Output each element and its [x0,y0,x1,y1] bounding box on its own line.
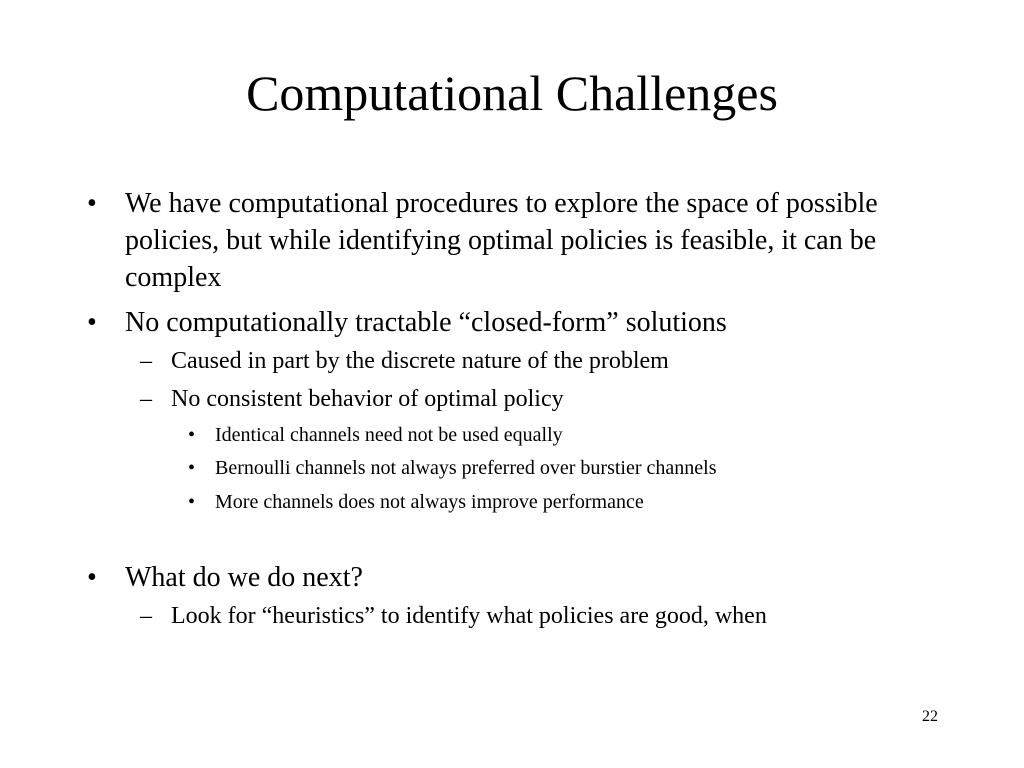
bullet-text: What do we do next? [125,562,363,593]
bullet-marker: • [188,491,196,513]
sub-sub-bullet-item [188,489,975,515]
sub-bullet-item [140,601,951,632]
bullet-text: Look for “heuristics” to identify what policies are good, when [171,603,767,629]
bullet-text: No consistent behavior of optimal policy [171,386,564,412]
bullet-marker: • [87,188,97,219]
bullet-marker: – [140,348,152,374]
bullet-text: More channels does not always improve performance [215,491,644,513]
bullet-item [87,185,945,296]
page-number: 22 [922,708,938,725]
bullet-text: Caused in part by the discrete nature of the problem [171,348,669,374]
bullet-marker: • [188,424,196,446]
bullet-marker: • [87,562,97,593]
bullet-item [87,559,945,596]
slide-title: Computational Challenges [246,65,778,121]
bullet-marker: • [188,457,196,479]
bullet-marker: – [140,603,152,629]
bullet-text: Identical channels need not be used equally [215,424,563,446]
bullet-item [87,304,945,341]
bullet-marker: • [87,307,97,338]
bullet-text: We have computational procedures to explore the space of possible policies, but while identifying optimal policies is feasible, it can be complex [125,188,878,293]
sub-sub-bullet-item [188,455,975,481]
bullet-marker: – [140,386,152,412]
sub-sub-bullet-item [188,422,975,448]
sub-bullet-item [140,346,951,377]
bullet-text: No computationally tractable “closed-form” solutions [125,307,727,338]
sub-bullet-item [140,384,951,415]
bullet-text: Bernoulli channels not always preferred over burstier channels [215,457,717,479]
